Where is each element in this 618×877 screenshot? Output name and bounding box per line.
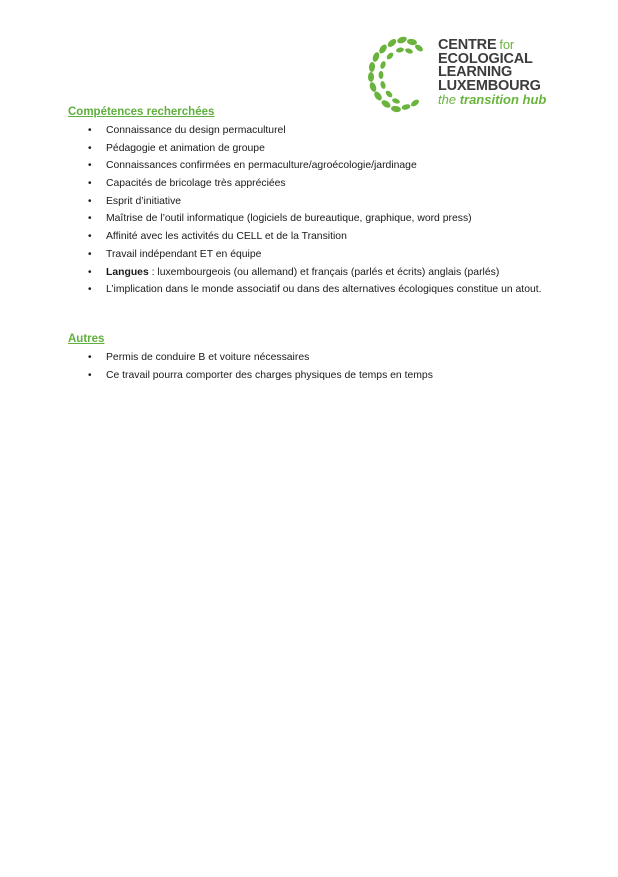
- list-item: • Connaissances confirmées en permaculture/agroécologie/jardinage: [88, 160, 417, 172]
- logo-tagline: the transition hub: [438, 92, 547, 107]
- bullet-icon: •: [88, 160, 92, 172]
- logo-line-4: LUXEMBOURG: [438, 77, 541, 94]
- list-item: • Connaissance du design permaculturel: [88, 125, 286, 136]
- list-item: • Capacités de bricolage très appréciées: [88, 178, 286, 190]
- section-title-autres: Autres: [68, 333, 105, 345]
- list-item: • L’implication dans le monde associatif ou dans des alternatives écologiques constitue un atout.: [88, 284, 542, 296]
- bullet-icon: •: [88, 284, 92, 296]
- list-item: • Ce travail pourra comporter des charges physiques de temps en temps: [88, 369, 433, 381]
- bullet-icon: •: [88, 213, 92, 225]
- list-item: • Pédagogie et animation de groupe: [88, 142, 265, 154]
- list-item: • Affinité avec les activités du CELL et de la Transition: [88, 231, 347, 243]
- cell-logo: [362, 34, 562, 114]
- bullet-icon: •: [88, 266, 92, 278]
- bullet-icon: •: [88, 248, 92, 260]
- competences-list: [88, 124, 551, 301]
- section-title-competences: Compétences recherchées: [68, 106, 215, 118]
- leaf-c-logo-icon: [362, 34, 436, 114]
- logo-line-3: LEARNING: [438, 64, 513, 80]
- list-item: • Travail indépendant ET en équipe: [88, 248, 262, 260]
- list-item: • Esprit d’initiative: [88, 195, 182, 207]
- autres-list: [88, 351, 551, 386]
- logo-line-1: CENTRE for: [438, 37, 514, 53]
- list-item: • Langues : luxembourgeois (ou allemand) et français (parlés et écrits) anglais (parlés): [88, 266, 500, 278]
- bullet-icon: •: [88, 352, 92, 363]
- bullet-icon: •: [88, 178, 92, 190]
- logo-line-2: ECOLOGICAL: [438, 50, 533, 67]
- bullet-icon: •: [88, 195, 92, 207]
- bullet-icon: •: [88, 369, 92, 381]
- bullet-icon: •: [88, 125, 92, 136]
- bullet-icon: •: [88, 142, 92, 154]
- bullet-icon: •: [88, 231, 92, 243]
- list-item: • Permis de conduire B et voiture nécessaires: [88, 352, 310, 363]
- list-item: • Maîtrise de l’outil informatique (logiciels de bureautique, graphique, word press): [88, 213, 472, 225]
